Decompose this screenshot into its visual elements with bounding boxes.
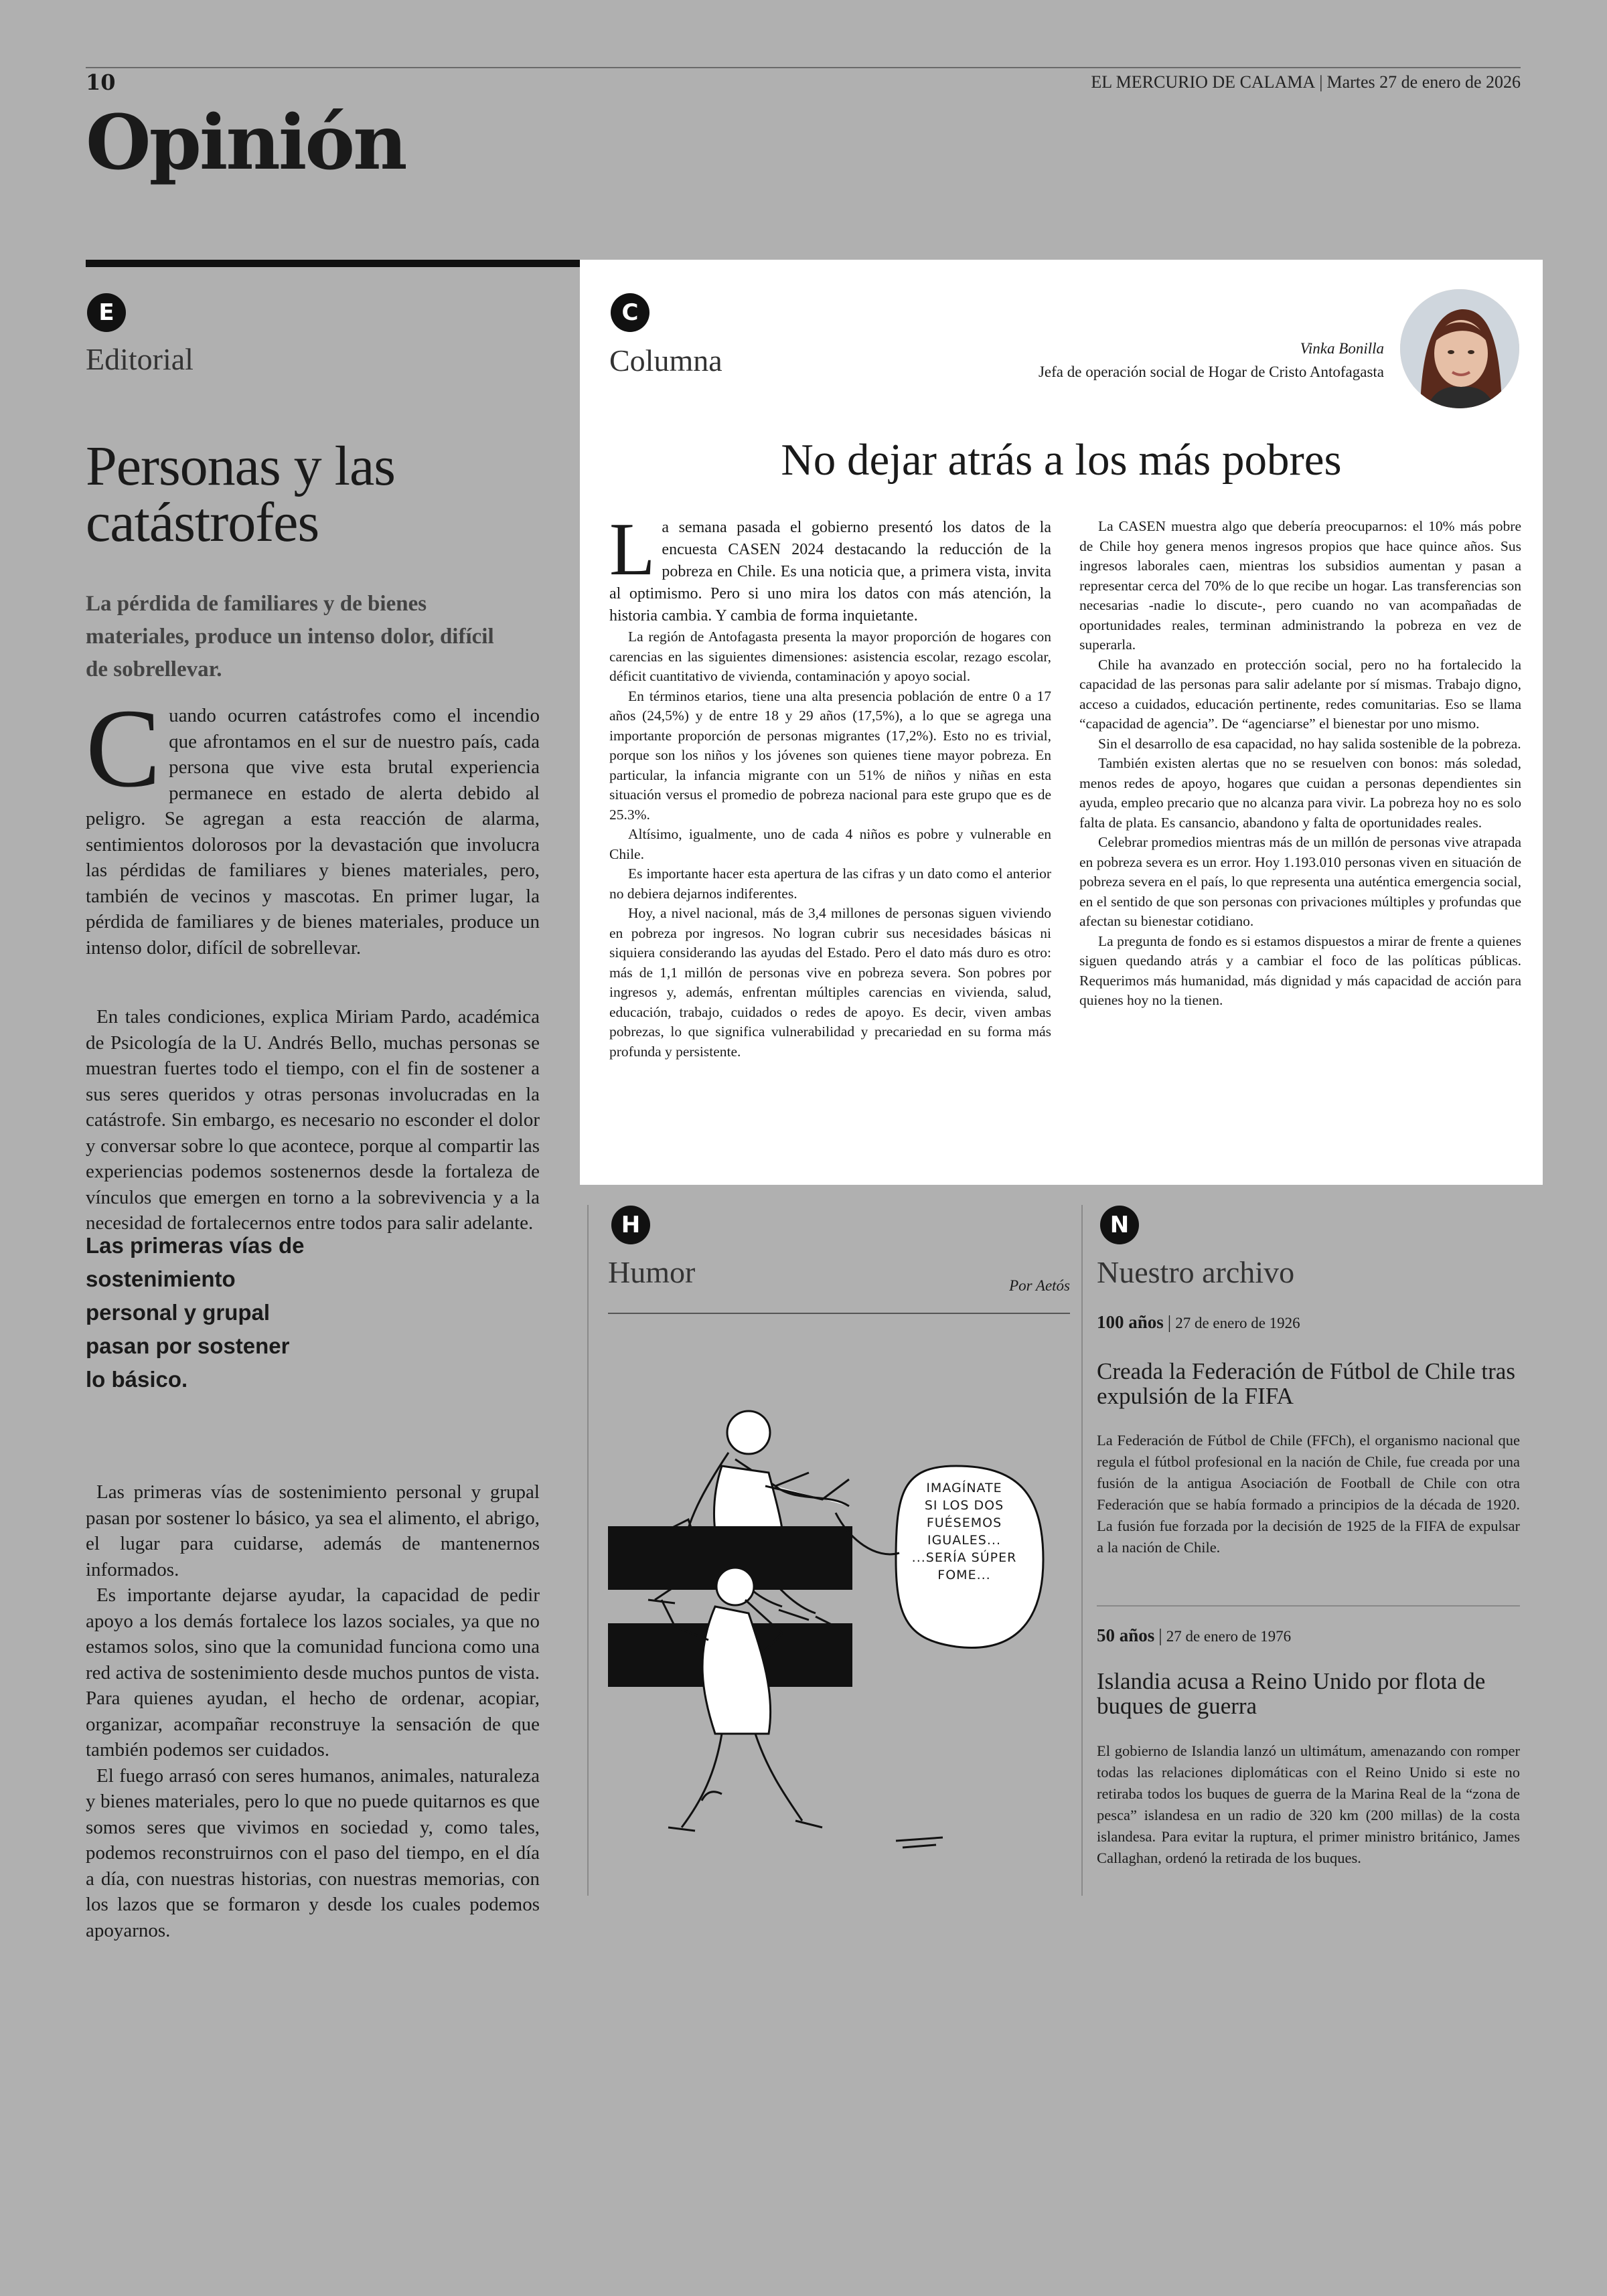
column-paragraph: a semana pasada el gobierno presentó los datos de la encuesta CASEN 2024 destacando la reducción de la pobreza en Chile. Es una noticia que, a primera vista, invita al optimismo. Pero si uno mira los datos con más atención, la historia cambia. Y cambia de forma inquietante. bbox=[609, 519, 1051, 625]
bubble-line: FOME... bbox=[937, 1568, 991, 1582]
section-title: Opinión bbox=[86, 99, 406, 187]
editorial-badge: E bbox=[87, 293, 126, 332]
page-number: 10 bbox=[86, 70, 116, 95]
column-author-name: Vinka Bonilla bbox=[1300, 340, 1384, 357]
bubble-line: FUÉSEMOS bbox=[926, 1515, 1002, 1530]
column-paragraph: La CASEN muestra algo que debería preocuparnos: el 10% más pobre de Chile hoy genera menos ingresos propios que hace quince años. Sus ingresos laborales caen, mientras los subsidios aumentan y pasan a representar cerca del 70% de lo que recibe un hogar. Las transferencias son necesarias -nadie lo discute-, pero cuando no van acompañadas de oportunidades reales, terminan administrando la pobreza en vez de superarla. bbox=[1079, 518, 1521, 653]
archive-body: El gobierno de Islandia lanzó un ultimátum, amenazando con romper todas las relaciones diplomáticas con el Reino Unido si este no retiraba todos los buques de guerra de la Marina Real de la “zona de pesca” islandesa en un radio de 320 km (200 millas) de la costa islandesa. Para evitar la ruptura, el primer ministro británico, James Callaghan, ordenó la retirada de los buques. bbox=[1097, 1742, 1520, 1866]
column-title: No dejar atrás a los más pobres bbox=[781, 435, 1342, 485]
archive-years: 50 años bbox=[1097, 1625, 1155, 1645]
column-badge: C bbox=[611, 293, 649, 332]
archive-headline: Creada la Federación de Fútbol de Chile tras expulsión de la FIFA bbox=[1097, 1358, 1515, 1409]
column-paragraph: Hoy, a nivel nacional, más de 3,4 millones de personas siguen viviendo en pobreza por ingresos. No logran cubrir sus necesidades básicas ni siquiera considerando las ayudas del Estado. Pero el dato más duro es otro: más de 1,1 millón de personas vive en pobreza severa. Son pobres por ingresos y, además, enfrentan múltiples carencias en vivienda, salud, educación, trabajo, cuidados o redes de apoyo. Es decir, viven ambas pobrezas, lo que significa vulnerabilidad y precariedad en su forma más profunda y persistente. bbox=[609, 905, 1051, 1060]
column-divider bbox=[587, 1205, 589, 1896]
masthead-line: EL MERCURIO DE CALAMA | Martes 27 de enero de 2026 bbox=[1091, 72, 1521, 92]
column-paragraph: La región de Antofagasta presenta la mayor proporción de hogares con carencias en las siguientes dimensiones: asistencia escolar, rezago escolar, déficit cuantitativo de vivienda, contaminación y apoyo social. bbox=[609, 629, 1051, 684]
newspaper-name: EL MERCURIO DE CALAMA bbox=[1091, 72, 1316, 92]
editorial-paragraph: Las primeras vías de sostenimiento personal y grupal pasan por sostener lo básico, ya sea el alimento, el abrigo, el lugar para cuidarse, además de mantenernos informados. bbox=[86, 1481, 540, 1580]
archive-years: 100 años bbox=[1097, 1312, 1164, 1332]
editorial-body-bottom bbox=[86, 1479, 540, 1943]
archive-body: La Federación de Fútbol de Chile (FFCh), el organismo nacional que regula el fútbol profesional en la nación de Chile, fue creada por una fusión de la antigua Asociación de Football de Chile con otra Federación que se había formado a principios de la década de 1920. La fusión fue forzada por la decisión de 1925 de la FIFA de expulsar a la nación de Chile. bbox=[1097, 1432, 1520, 1556]
editorial-paragraph: uando ocurren catástrofes como el incendio que afrontamos en el sur de nuestro país, cada persona que vive esta brutal experiencia permanece en estado de alerta debido al peligro. Se agregan a esta reacción de alarma, sentimientos dolorosos por la devastación que involucra las pérdidas de familiares y bienes materiales, pero, también de vecinos y mascotas. En primer lugar, la pérdida de familiares y de bienes materiales, produce un intenso dolor, difícil de sobrellevar. bbox=[86, 705, 540, 959]
column-author-role: Jefa de operación social de Hogar de Cristo Antofagasta bbox=[1038, 363, 1384, 380]
editorial-paragraph: El fuego arrasó con seres humanos, animales, naturaleza y bienes materiales, pero lo que no puede quitarnos es que somos seres que vivimos en sociedad y, como tales, podemos reconstruirnos con el paso del tiempo, en el día a día, con nuestras historias, con nuestras memorias, con los lazos que se formaron y desde los cuales podemos apoyarnos. bbox=[86, 1765, 540, 1941]
author-portrait-icon bbox=[1400, 289, 1519, 408]
column-paragraph: Celebrar promedios mientras más de un millón de personas vive atrapada en pobreza severa es un error. Hoy 1.193.010 personas viven en situación de pobreza severa en el país, lo que representa una auténtica emergencia social, en el sentido de que son personas con privaciones múltiples y profundas que afectan su bienestar cotidiano. bbox=[1079, 834, 1521, 929]
bubble-line: IMAGÍNATE bbox=[926, 1481, 1002, 1495]
header-rule bbox=[86, 67, 1521, 68]
column-paragraph: En términos etarios, tiene una alta presencia población de entre 0 a 17 años (24,5%) y de entre 18 y 29 años (17,5%), a lo que se agrega una importante proporción de personas migrantes (17,2%). Esto no es trivial, porque son los niños y los jóvenes son quienes tiene mayor pobreza. En particular, la infancia migrante con un 51% de niños y niñas en esta situación versus el promedio de pobreza nacional para este grupo que es de 25.3%. bbox=[609, 687, 1051, 823]
cartoon bbox=[608, 1386, 1070, 1854]
archive-label: Nuestro archivo bbox=[1097, 1255, 1295, 1289]
column-paragraph: Es importante hacer esta apertura de las cifras y un dato como el anterior no debiera dejarnos indiferentes. bbox=[609, 866, 1051, 902]
editorial-pullquote: Las primeras vías de sostenimiento personal y grupal pasan por sostener lo básico. bbox=[86, 1233, 305, 1392]
archive-date: 27 de enero de 1976 bbox=[1166, 1628, 1292, 1645]
archive-divider bbox=[1081, 1205, 1083, 1896]
issue-date: Martes 27 de enero de 2026 bbox=[1326, 72, 1521, 92]
column-paragraph: La pregunta de fondo es si estamos dispuestos a mirar de frente a quienes siguen quedando atrás y a cambiar el foco de las políticas públicas. Requerimos más humanidad, más dignidad y más capacidad de acción para quienes hoy no la tienen. bbox=[1079, 932, 1521, 1008]
editorial-title: Personas y las catástrofes bbox=[86, 435, 395, 554]
editorial-body-mid bbox=[86, 1004, 540, 1236]
bubble-line: ...SERÍA SÚPER bbox=[911, 1550, 1017, 1565]
archive-date: 27 de enero de 1926 bbox=[1175, 1315, 1300, 1331]
editorial-label: Editorial bbox=[86, 342, 194, 376]
editorial-paragraph: Es importante dejarse ayudar, la capacidad de pedir apoyo a los demás fortalece los lazos sociales, ya que no estamos solos, sino que la comunidad funciona como una red activa de sostenimiento desde muchos puntos de vista. Para quienes ayudan, el hecho de ordenar, acopiar, organizar, acompañar reconstruye la sensación de que también podemos ser cuidados. bbox=[86, 1584, 540, 1760]
archive-headline: Islandia acusa a Reino Unido por flota de buques de guerra bbox=[1097, 1668, 1486, 1719]
humor-badge: H bbox=[611, 1206, 650, 1244]
column-paragraph: Sin el desarrollo de esa capacidad, no hay salida sostenible de la pobreza. bbox=[1098, 735, 1521, 752]
bubble-line: IGUALES... bbox=[927, 1533, 1001, 1548]
editorial-paragraph: En tales condiciones, explica Miriam Pardo, académica de Psicología de la U. Andrés Bello, muchas personas se muestran fuertes todo el tiempo, con el fin de sostener a sus seres queridos y otras personas involucradas en la catástrofe. Sin embargo, es necesario no esconder el dolor y conversar sobre lo que acontece, porque al compartir las experiencias podemos sostenernos desde la fortaleza de vínculos que emergen en torno a la sobrevivencia y a la necesidad de fortalecernos entre todos para salir adelante. bbox=[86, 1006, 540, 1234]
humor-label: Humor bbox=[608, 1255, 696, 1289]
column-paragraph: También existen alertas que no se resuelven con bonos: más soledad, menos redes de apoyo, hogares que cuidan a personas dependientes sin ayuda, empleo precario que no alcanza para vivir. La pobreza hoy no es solo falta de plata. Es cansancio, abandono y falta de oportunidades reales. bbox=[1079, 755, 1521, 831]
editorial-lead: La pérdida de familiares y de bienes materiales, produce un intenso dolor, difícil de sobrellevar. bbox=[86, 592, 494, 681]
column-paragraph: Altísimo, igualmente, uno de cada 4 niños es pobre y vulnerable en Chile. bbox=[609, 826, 1051, 862]
speech-bubble-text bbox=[897, 1479, 1031, 1584]
column-text-left bbox=[609, 508, 1051, 1062]
column-label: Columna bbox=[609, 343, 722, 378]
archive-rule bbox=[1097, 1605, 1520, 1607]
column-text-right bbox=[1079, 517, 1521, 1011]
author-photo bbox=[1400, 289, 1519, 408]
humor-byline: Por Aetós bbox=[1009, 1277, 1070, 1294]
bubble-line: SI LOS DOS bbox=[924, 1498, 1004, 1513]
column-paragraph: Chile ha avanzado en protección social, pero no ha fortalecido la capacidad de las personas para salir adelante por sí mismas. Trabajo digno, acceso a cuidados, educación pertinente, redes comunitarias. Eso se llama “capacidad de agencia”. De “agenciarse” el bienestar por uno mismo. bbox=[1079, 656, 1521, 732]
column-dropcap: L bbox=[609, 508, 656, 591]
editorial-dropcap: C bbox=[86, 686, 161, 811]
archive-badge: N bbox=[1100, 1206, 1139, 1244]
editorial-body-top bbox=[86, 686, 540, 961]
archive-item-dateline: 100 años | 27 de enero de 1926 bbox=[1097, 1312, 1300, 1332]
humor-rule bbox=[608, 1313, 1070, 1314]
cartoon-drawing bbox=[608, 1386, 1070, 1854]
archive-item-dateline: 50 años | 27 de enero de 1976 bbox=[1097, 1625, 1292, 1645]
